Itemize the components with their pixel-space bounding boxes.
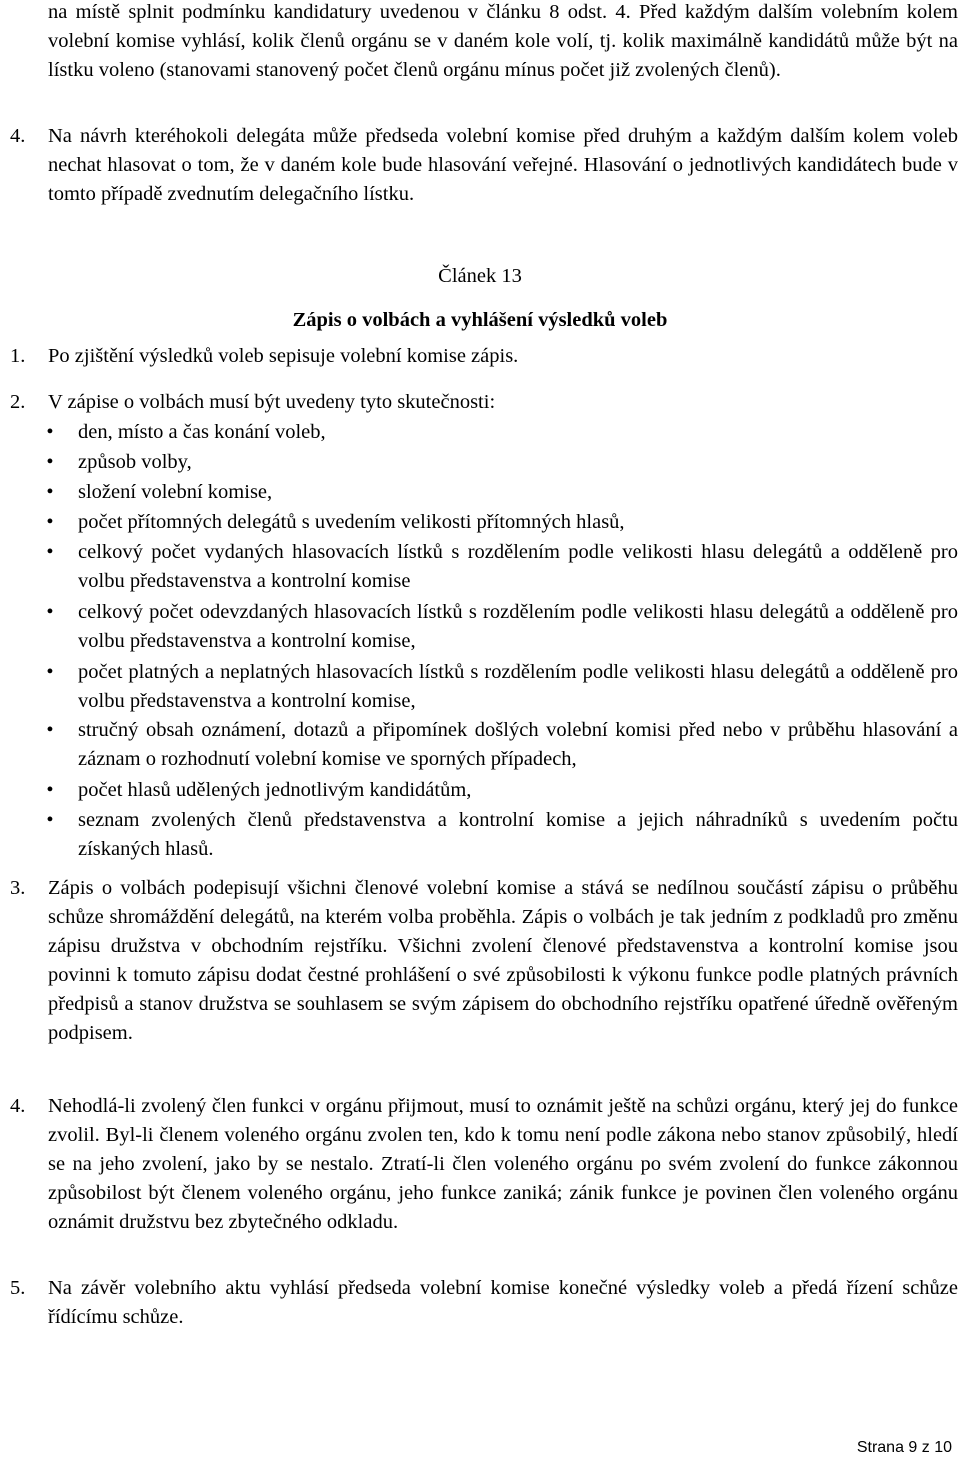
- item-number: 2.: [10, 391, 26, 413]
- item-paragraph: V zápise o volbách musí být uvedeny tyto skutečnosti:: [48, 391, 496, 413]
- bullet-icon: •: [46, 661, 54, 683]
- bullet-icon: •: [46, 481, 54, 503]
- bullet-text: seznam zvolených členů představenstva a kontrolní komise a jejich náhradníků s uvedením počtu získaných hlasů.: [78, 809, 958, 860]
- item-paragraph: Po zjištění výsledků voleb sepisuje volební komise zápis.: [48, 345, 519, 367]
- item-paragraph: Na návrh kteréhokoli delegáta může předseda volební komise před druhým a každým dalším kolem voleb nechat hlasovat o tom, že v daném kole bude hlasování veřejné. Hlasování o jednotlivých kandidátech bude v tomto případě zvednutím delegačního lístku.: [48, 125, 958, 205]
- bullet-icon: •: [46, 779, 54, 801]
- bullet-icon: •: [46, 809, 54, 831]
- item-number: 4.: [10, 1095, 26, 1117]
- bullet-icon: •: [46, 421, 54, 443]
- bullet-text: způsob volby,: [78, 451, 192, 473]
- item-paragraph: Nehodlá-li zvolený člen funkci v orgánu přijmout, musí to oznámit ještě na schůzi orgánu, který jej do funkce zvolil. Byl-li členem voleného orgánu zvolen ten, kdo k tomu není podle zákona nebo stanov způsobilý, hledí se na jeho zvolení, jako by se nestalo. Ztratí-li člen voleného orgánu po svém zvolení do funkce zákonnou způsobilost být členem voleného orgánu, jeho funkce zaniká; zánik funkce je povinen člen voleného orgánu oznámit družstvu bez zbytečného odkladu.: [48, 1095, 958, 1233]
- bullet-text: počet hlasů udělených jednotlivým kandidátům,: [78, 779, 472, 801]
- bullet-icon: •: [46, 601, 54, 623]
- page-number: Strana 9 z 10: [856, 1439, 952, 1456]
- bullet-text: počet přítomných delegátů s uvedením velikosti přítomných hlasů,: [78, 511, 625, 533]
- bullet-text: stručný obsah oznámení, dotazů a připomínek došlých volební komisi před nebo v průběhu hlasování a záznam o rozhodnutí volební komise ve sporných případech,: [78, 719, 958, 770]
- bullet-icon: •: [46, 451, 54, 473]
- bullet-text: složení volební komise,: [78, 481, 273, 503]
- item-number: 5.: [10, 1277, 26, 1299]
- bullet-text: celkový počet vydaných hlasovacích lístků s rozdělením podle velikosti hlasu delegátů a odděleně pro volbu představenstva a kontrolní komise: [78, 541, 958, 592]
- bullet-icon: •: [46, 541, 54, 563]
- article-title: Zápis o volbách a vyhlášení výsledků voleb: [292, 309, 668, 331]
- intro-paragraph: na místě splnit podmínku kandidatury uvedenou v článku 8 odst. 4. Před každým dalším volebním kolem volební komise vyhlásí, kolik členů orgánu se v daném kole volí, tj. kolik maximálně kandidátů může být na lístku voleno (stanovami stanovený počet členů orgánu mínus počet již zvolených členů).: [48, 1, 958, 81]
- bullet-icon: •: [46, 719, 54, 741]
- bullet-text: celkový počet odevzdaných hlasovacích lístků s rozdělením podle velikosti hlasu delegátů a odděleně pro volbu představenstva a kontrolní komise,: [78, 601, 958, 652]
- bullet-icon: •: [46, 511, 54, 533]
- article-heading: Článek 13: [438, 265, 522, 287]
- item-paragraph: Na závěr volebního aktu vyhlásí předseda volební komise konečné výsledky voleb a předá řízení schůze řídícímu schůze.: [48, 1277, 958, 1328]
- bullet-text: den, místo a čas konání voleb,: [78, 421, 326, 443]
- item-number: 4.: [10, 125, 26, 147]
- item-number: 3.: [10, 877, 26, 899]
- item-number: 1.: [10, 345, 26, 367]
- item-paragraph: Zápis o volbách podepisují všichni členové volební komise a stává se nedílnou součástí zápisu o průběhu schůze shromáždění delegátů, na kterém volba proběhla. Zápis o volbách je tak jedním z podkladů pro změnu zápisu družstva v obchodním rejstříku. Všichni zvolení členové představenstva a kontrolní komise jsou povinni k tomuto zápisu dodat čestné prohlášení o své způsobilosti k výkonu funkce podle platných právních předpisů a stanov družstva se souhlasem se svým zápisem do obchodního rejstříku opatřené úředně ověřeným podpisem.: [48, 877, 958, 1044]
- bullet-text: počet platných a neplatných hlasovacích lístků s rozdělením podle velikosti hlasu delegátů a odděleně pro volbu představenstva a kontrolní komise,: [78, 661, 958, 712]
